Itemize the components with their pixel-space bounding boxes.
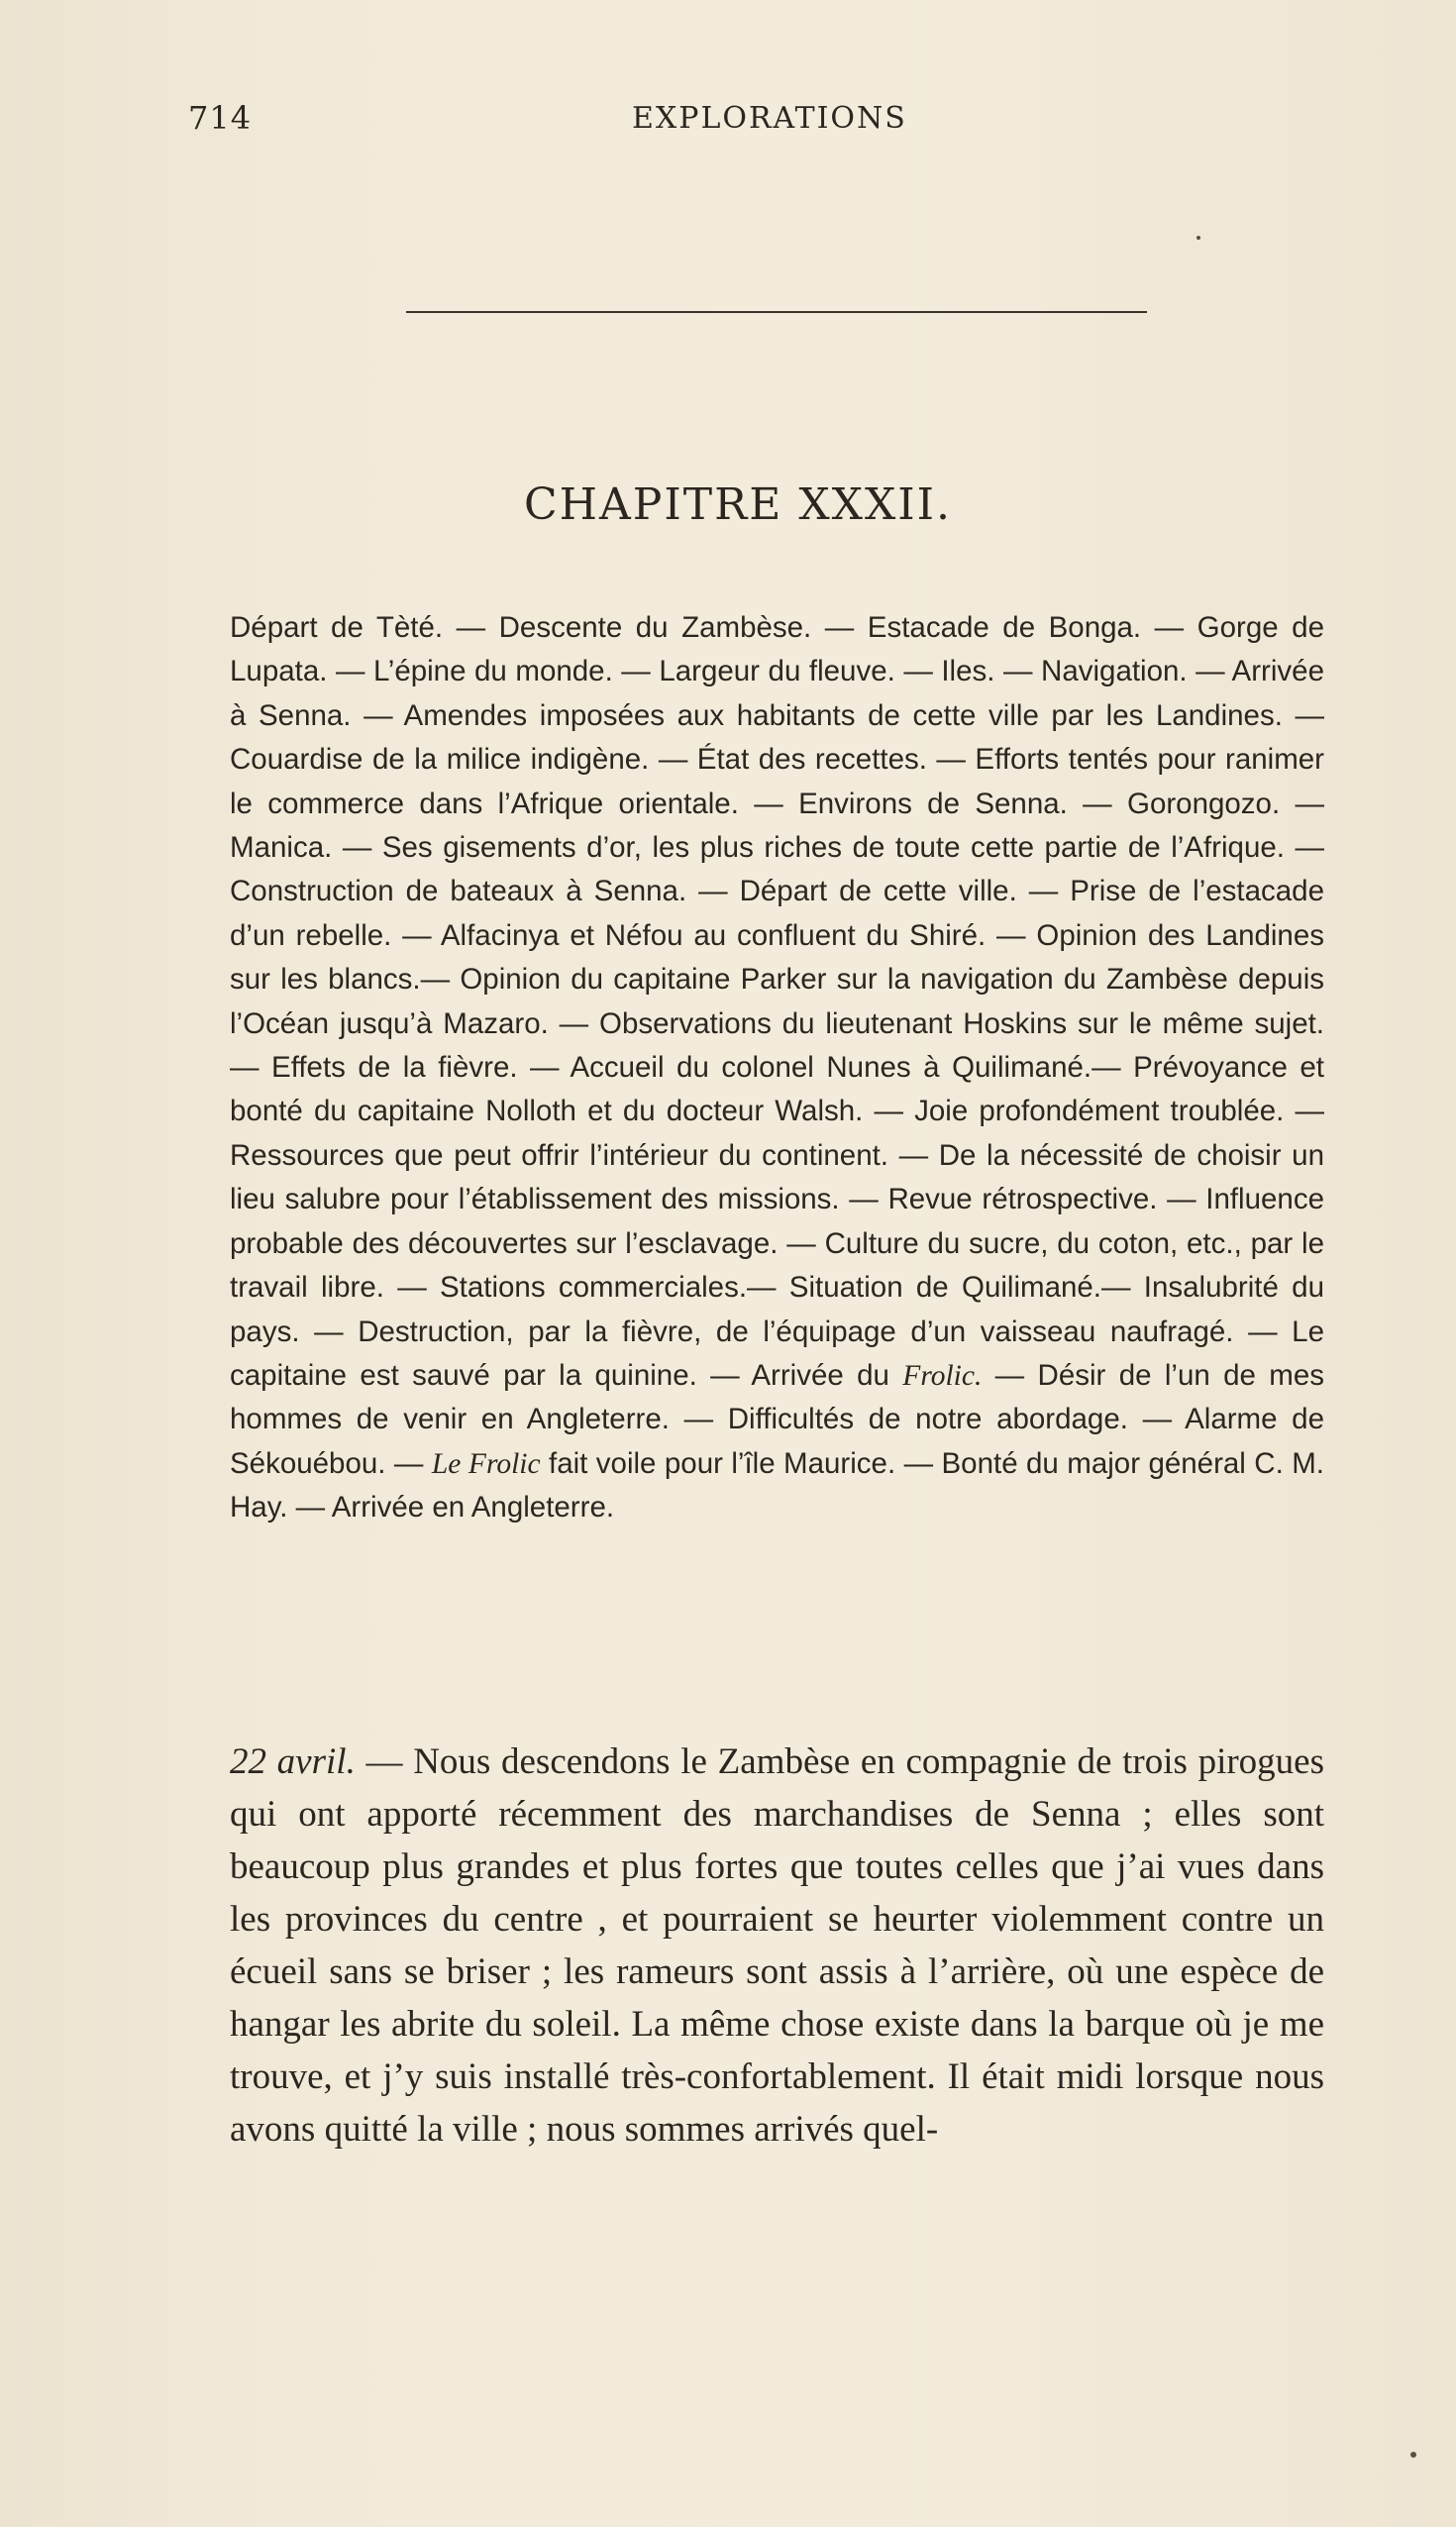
chapter-title: CHAPITRE XXXII. <box>523 479 953 530</box>
running-head: EXPLORATIONS <box>632 101 907 136</box>
page-number: 714 <box>188 99 253 137</box>
entry-date: 22 avril. <box>230 1741 356 1782</box>
body-paragraph-text: — Nous descendons le Zambèse en compagnie de trois pirogues qui ont apporté récemment des marchandises de Senna ; elles sont beaucoup plus grandes et plus fortes que toutes celles que j’ai vues dans les provinces du centre , et pourraient se heurter violemment contre un écueil sans se briser ; les rameurs sont assis à l’arrière, où une espèce de hangar les abrite du soleil. La même chose existe dans la barque où je me trouve, et j’y suis installé très-confortablement. Il était midi lorsque nous avons quitté la ville ; nous sommes arrivés quel- <box>230 1741 1324 2150</box>
body-paragraph <box>230 1736 1324 2156</box>
page-speck <box>1196 236 1200 240</box>
summary-italic-frolic: Frolic. <box>902 1359 983 1392</box>
summary-text-part-3: fait voile pour l’île Maurice. — Bonté du major général C. M. Hay. — Arrivée en Angleterre. <box>230 1446 1324 1525</box>
page-header <box>188 99 1327 149</box>
summary-italic-le-frolic: Le Frolic <box>431 1447 541 1480</box>
summary-text-part-2: — Désir de l’un de mes hommes de venir en Angleterre. — Difficultés de notre abordage. — Alarme de Sékouébou. — <box>230 1358 1324 1480</box>
summary-text-part-1: Départ de Tèté. — Descente du Zambèse. — Estacade de Bonga. — Gorge de Lupata. — L’épine du monde. — Largeur du fleuve. — Iles. — Navigation. — Arrivée à Senna. — Amendes imposées aux habitants de cette ville par les Landines. — Couardise de la milice indigène. — État des recettes. — Efforts tentés pour ranimer le commerce dans l’Afrique orientale. — Environs de Senna. — Gorongozo. — Manica. — Ses gisements d’or, les plus riches de toute cette partie de l’Afrique. — Construction de bateaux à Senna. — Départ de cette ville. — Prise de l’estacade d’un rebelle. — Alfacinya et Néfou au confluent du Shiré. — Opinion des Landines sur les blancs.— Opinion du capitaine Parker sur la navigation du Zambèse depuis l’Océan jusqu’à Mazaro. — Observations du lieutenant Hoskins sur le même sujet. — Effets de la fièvre. — Accueil du colonel Nunes à Quilimané.— Prévoyance et bonté du capitaine Nolloth et du docteur Walsh. — Joie profondément troublée. — Ressources que peut offrir l’intérieur du continent. — De la nécessité de choisir un lieu salubre pour l’établissement des missions. — Revue rétrospective. — Influence probable des découvertes sur l’esclavage. — Culture du sucre, du coton, etc., par le travail libre. — Stations commerciales.— Situation de Quilimané.— Insalubrité du pays. — Destruction, par la fièvre, de l’équipage d’un vaisseau naufragé. — Le capitaine est sauvé par la quinine. — Arrivée du <box>230 611 1324 1392</box>
page-speck <box>1410 2452 1416 2458</box>
chapter-divider-rule <box>406 311 1147 313</box>
chapter-summary <box>230 606 1324 1530</box>
